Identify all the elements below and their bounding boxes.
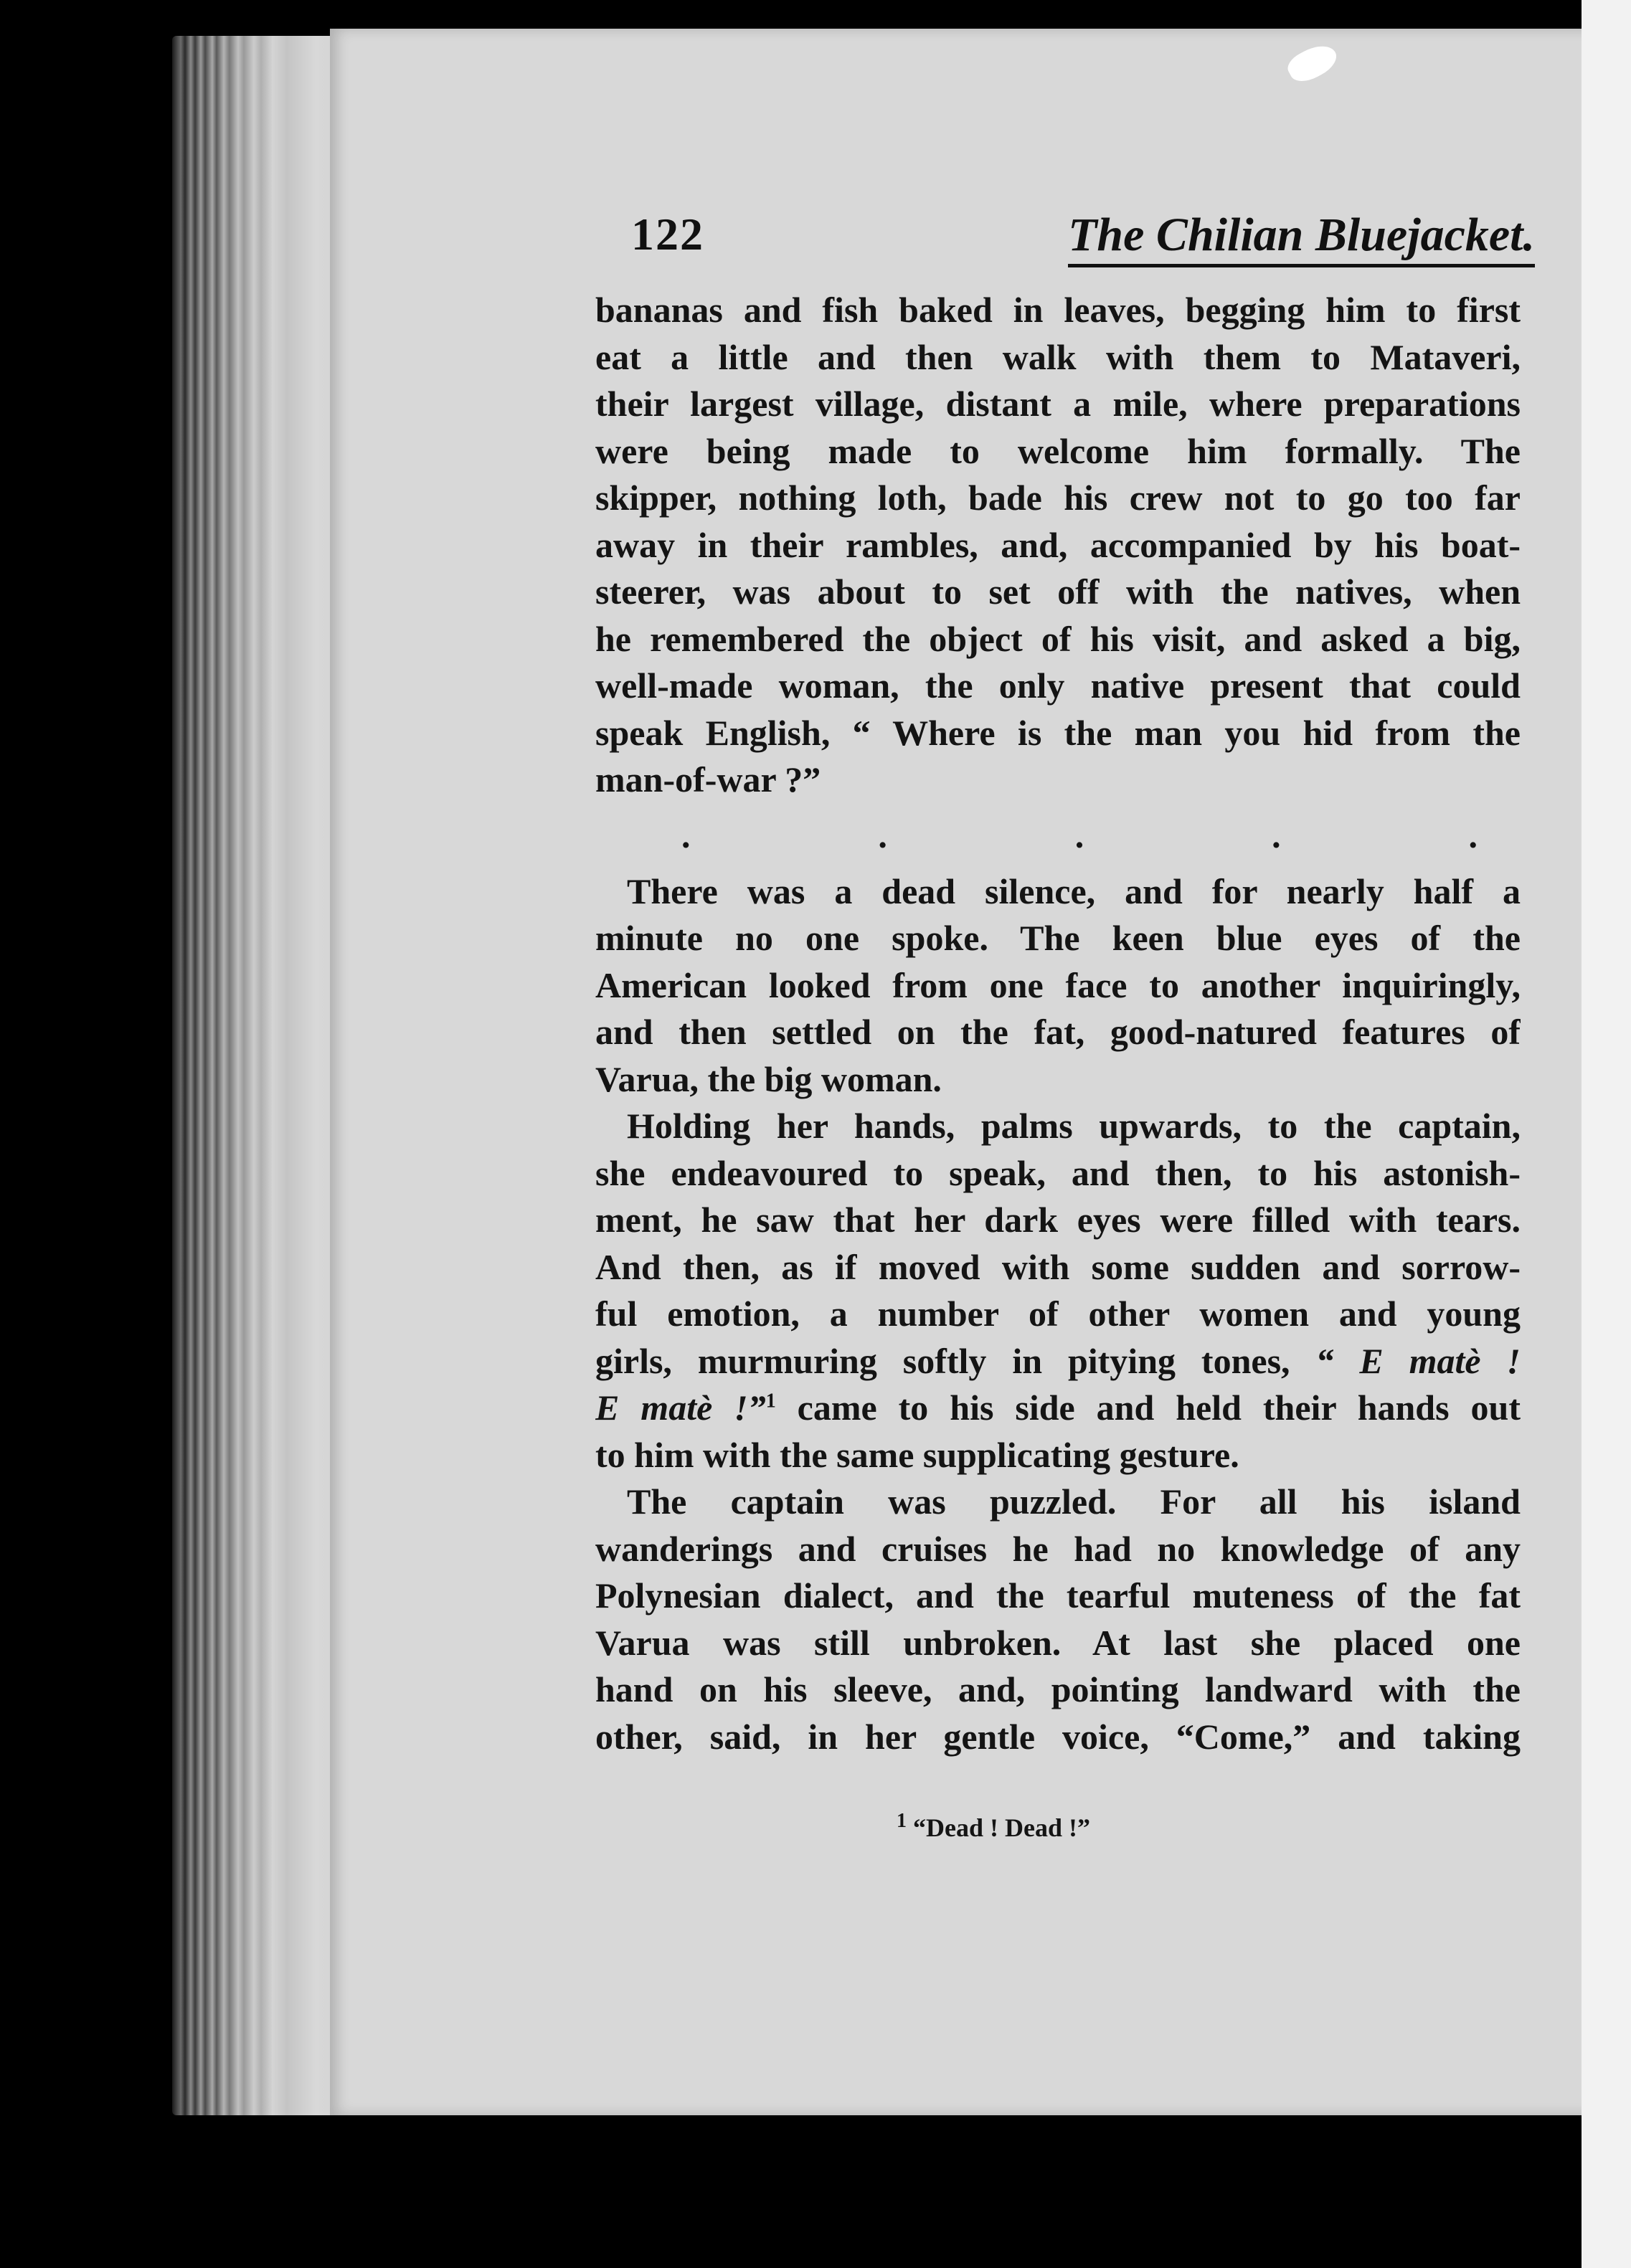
- text-line: their largest village, distant a mile, where preparations: [595, 384, 1521, 424]
- text-line: well-made woman, the only native present that could: [595, 665, 1521, 706]
- footnote-text: “Dead ! Dead !”: [913, 1813, 1090, 1842]
- page-body: [595, 287, 1521, 1760]
- text-line: wanderings and cruises he had no knowledge of any: [595, 1528, 1521, 1569]
- scan-margin: [1582, 0, 1631, 2268]
- text-run: girls, murmuring softly in pitying tones,: [595, 1340, 1290, 1381]
- italic-quote: E matè !”: [595, 1387, 766, 1428]
- footnote-marker: 1: [897, 1810, 907, 1832]
- paragraph-3: [595, 1103, 1521, 1479]
- text-line: she endeavoured to speak, and then, to his astonish-: [595, 1152, 1521, 1193]
- text-line: and then settled on the fat, good-natured features of: [595, 1012, 1521, 1052]
- break-dot: .: [878, 815, 887, 855]
- text-line: [595, 1385, 1521, 1432]
- text-line: There was a dead silence, and for nearly half a: [627, 870, 1521, 911]
- text-line: he remembered the object of his visit, and asked a big,: [595, 618, 1521, 659]
- italic-quote: “ E matè !: [1315, 1340, 1521, 1381]
- text-line: ful emotion, a number of other women and young: [595, 1294, 1521, 1334]
- text-line: [595, 1338, 1521, 1385]
- footnote-ref: 1: [765, 1390, 776, 1413]
- text-line: Varua was still unbroken. At last she placed one: [595, 1622, 1521, 1663]
- page-number: 122: [631, 209, 704, 260]
- text-line: away in their rambles, and, accompanied by his boat-: [595, 524, 1521, 565]
- section-break: [595, 804, 1521, 868]
- text-line: The captain was puzzled. For all his island: [627, 1481, 1521, 1522]
- text-line: Varua, the big woman.: [595, 1058, 942, 1099]
- break-dot: .: [1468, 815, 1478, 855]
- text-line: And then, as if moved with some sudden and sorrow-: [595, 1246, 1521, 1287]
- text-line: were being made to welcome him formally. The: [595, 430, 1521, 471]
- paragraph-2: [595, 868, 1521, 1104]
- text-line: skipper, nothing loth, bade his crew not to go too far: [595, 478, 1521, 518]
- running-head: The Chilian Bluejacket.: [1068, 208, 1535, 267]
- text-line: hand on his sleeve, and, pointing landward with the: [595, 1669, 1521, 1709]
- text-line: Polynesian dialect, and the tearful muteness of the fat: [595, 1575, 1521, 1615]
- break-dot: .: [1272, 815, 1281, 855]
- text-line: eat a little and then walk with them to Mataveri,: [595, 336, 1521, 377]
- text-run: came to his side and held their hands out: [775, 1387, 1521, 1428]
- text-line: ment, he saw that her dark eyes were filled with tears.: [595, 1200, 1521, 1240]
- paragraph-4: [595, 1479, 1521, 1760]
- text-line: other, said, in her gentle voice, “Come,” and taking: [595, 1716, 1521, 1757]
- footnote: [897, 1810, 1255, 1843]
- text-line: American looked from one face to another inquiringly,: [595, 964, 1521, 1005]
- break-dot: .: [1074, 815, 1084, 855]
- text-line: speak English, “ Where is the man you hid from the: [595, 712, 1521, 753]
- text-line: minute no one spoke. The keen blue eyes of the: [595, 918, 1521, 958]
- text-line: Holding her hands, palms upwards, to the captain,: [627, 1106, 1521, 1146]
- text-line: bananas and fish baked in leaves, begging him to first: [595, 290, 1521, 330]
- text-line: to him with the same supplicating gesture.: [595, 1434, 1239, 1475]
- break-dot: .: [681, 815, 691, 855]
- text-line: steerer, was about to set off with the natives, when: [595, 571, 1521, 612]
- page-header: [631, 208, 1535, 287]
- paragraph-1: [595, 287, 1521, 804]
- text-line: man-of-war ?”: [595, 759, 821, 800]
